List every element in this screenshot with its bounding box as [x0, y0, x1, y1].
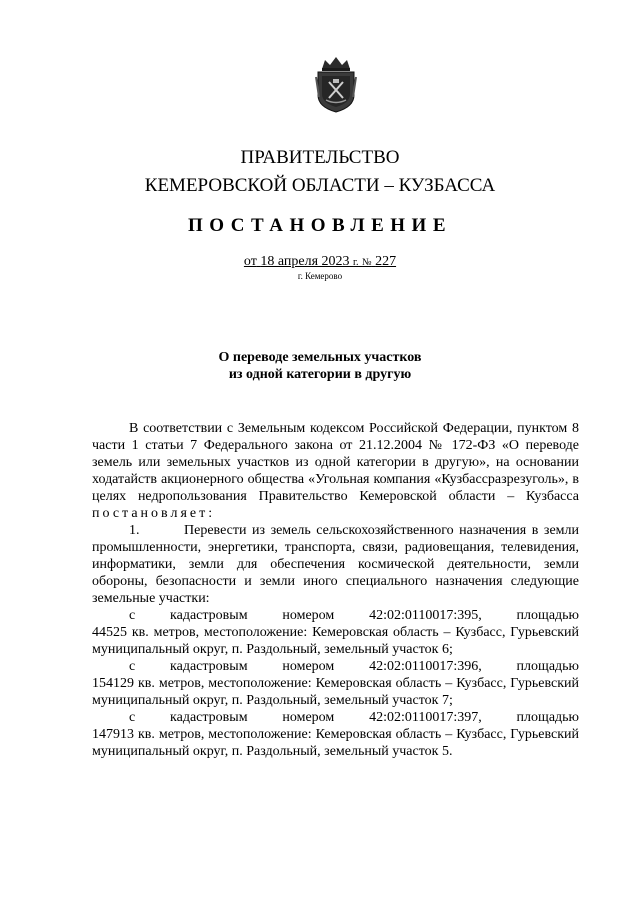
parcel-2-line: с кадастровым номером 42:02:0110017:396, площадью — [129, 659, 579, 674]
government-name: ПРАВИТЕЛЬСТВО — [240, 147, 400, 168]
item-1-text: Перевести из земель сельскохозяйственного назначения в земли промышленности, энергетики, транспорта, связи, радиовещания, телевидения, информатики, земли для обеспечения космической деятельности, земли обороны, безопасности и земли иного специального назначения следующие земельные участки: — [92, 523, 579, 606]
item-1-number: 1. — [129, 523, 140, 538]
parcel-item — [92, 607, 579, 658]
parcel-1-line: с кадастровым номером 42:02:0110017:395, площадью — [129, 608, 579, 623]
subject-line-1: О переводе земельных участков — [218, 350, 422, 365]
date-prefix: от — [243, 254, 257, 269]
document-subject — [0, 349, 640, 383]
preamble-text: В соответствии с Земельным кодексом Российской Федерации, пунктом 8 части 1 статьи 7 Федерального закона от 21.12.2004 № 172-ФЗ «О переводе земель или земельных участков из одной категории в другую», на основании ходатайств акционерного общества «Угольная компания «Кузбассразрезуголь», в целях недропользования Правительство Кемеровской области – Кузбасса — [92, 421, 579, 504]
coat-of-arms-icon — [313, 55, 359, 113]
parcel-3-details: 147913 кв. метров, местоположение: Кемеровская область – Кузбасс, Гурьевский муниципальный округ, п. Раздольный, земельный участок 5. — [92, 727, 579, 759]
date-number-line — [0, 253, 640, 271]
document-type-title: ПОСТАНОВЛЕНИЕ — [187, 215, 453, 236]
resolves-word: постановляет: — [92, 506, 216, 521]
parcel-1-details: 44525 кв. метров, местоположение: Кемеровская область – Кузбасс, Гурьевский муниципальный округ, п. Раздольный, земельный участок 6; — [92, 625, 579, 657]
parcel-3-line: с кадастровым номером 42:02:0110017:397, площадью — [129, 710, 579, 725]
year-suffix: г. — [353, 257, 359, 268]
document-body — [92, 420, 579, 760]
parcel-item — [92, 658, 579, 709]
city-label: г. Кемерово — [297, 271, 343, 281]
region-name: КЕМЕРОВСКОЙ ОБЛАСТИ – КУЗБАССА — [144, 175, 496, 196]
preamble-paragraph — [92, 420, 579, 522]
parcel-2-details: 154129 кв. метров, местоположение: Кемеровская область – Кузбасс, Гурьевский муниципальный округ, п. Раздольный, земельный участок 7; — [92, 676, 579, 708]
document-number: 227 — [375, 254, 397, 269]
parcel-item — [92, 709, 579, 760]
document-date: 18 апреля 2023 — [260, 254, 350, 269]
item-1-paragraph — [92, 522, 579, 607]
subject-line-2: из одной категории в другую — [228, 367, 412, 382]
number-sign: № — [362, 257, 372, 268]
